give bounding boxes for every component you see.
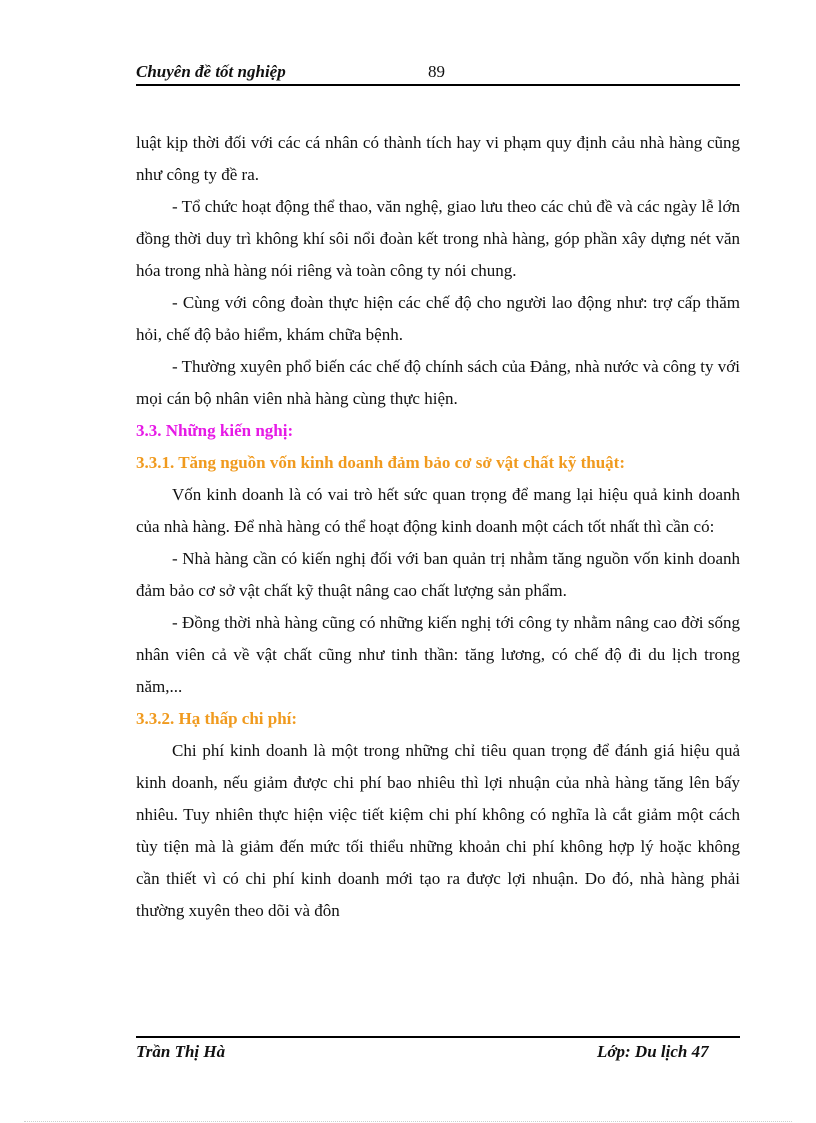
paragraph-cost: Chi phí kinh doanh là một trong những chỉ tiêu quan trọng để đánh giá hiệu quả kinh doanh, nếu giảm được chi phí bao nhiêu thì lợi nhuận của nhà hàng tăng lên bấy nhiêu. Tuy nhiên thực hiện việc tiết kiệm chi phí không có nghĩa là cắt giảm một cách tùy tiện mà là giảm đến mức tối thiểu những khoản chi phí không hợp lý hoặc không cần thiết vì có chi phí kinh doanh mới tạo ra được lợi nhuận. Do đó, nhà hàng phải thường xuyên theo dõi và đôn — [136, 741, 740, 920]
paragraph-capital: Vốn kinh doanh là có vai trò hết sức quan trọng để mang lại hiệu quả kinh doanh của nhà hàng. Để nhà hàng có thể hoạt động kinh doanh một cách tốt nhất thì cần có: — [136, 485, 740, 536]
bullet-union-benefits: - Cùng với công đoàn thực hiện các chế độ cho người lao động như: trợ cấp thăm hỏi, chế độ bảo hiểm, khám chữa bệnh. — [136, 293, 740, 344]
page-edge — [24, 1121, 792, 1122]
paragraph-continuation: luật kịp thời đối với các cá nhân có thành tích hay vi phạm quy định cảu nhà hàng cũng như công ty đề ra. — [136, 133, 740, 184]
header-divider — [136, 84, 740, 86]
subsection-heading-capital: 3.3.1. Tăng nguồn vốn kinh doanh đảm bảo cơ sở vật chất kỹ thuật: — [136, 453, 625, 472]
subsection-heading-cost: 3.3.2. Hạ thấp chi phí: — [136, 709, 298, 728]
footer-author: Trần Thị Hà — [136, 1042, 226, 1061]
bullet-policy-dissemination: - Thường xuyên phổ biến các chế độ chính sách của Đảng, nhà nước và công ty với mọi cán bộ nhân viên nhà hàng cùng thực hiện. — [136, 357, 740, 408]
page-body — [136, 127, 740, 927]
document-title: Chuyên đề tốt nghiệp — [136, 62, 286, 81]
page-number: 89 — [428, 62, 445, 81]
footer-divider — [136, 1036, 740, 1038]
section-heading-recommendations: 3.3. Những kiến nghị: — [136, 421, 294, 440]
bullet-staff-welfare: - Đồng thời nhà hàng cũng có những kiến nghị tới công ty nhằm nâng cao đời sống nhân viên cả về vật chất cũng như tinh thần: tăng lương, có chế độ đi du lịch trong năm,... — [136, 613, 740, 696]
footer-class: Lớp: Du lịch 47 — [597, 1042, 709, 1061]
page-header — [136, 58, 740, 84]
bullet-sports-culture: - Tổ chức hoạt động thể thao, văn nghệ, giao lưu theo các chủ đề và các ngày lễ lớn đồng thời duy trì không khí sôi nổi đoàn kết trong nhà hàng, góp phần xây dựng nét văn hóa trong nhà hàng nói riêng và toàn công ty nói chung. — [136, 197, 740, 280]
bullet-capital-request: - Nhà hàng cần có kiến nghị đối với ban quản trị nhằm tăng nguồn vốn kinh doanh đảm bảo cơ sở vật chất kỹ thuật nâng cao chất lượng sản phẩm. — [136, 549, 740, 600]
